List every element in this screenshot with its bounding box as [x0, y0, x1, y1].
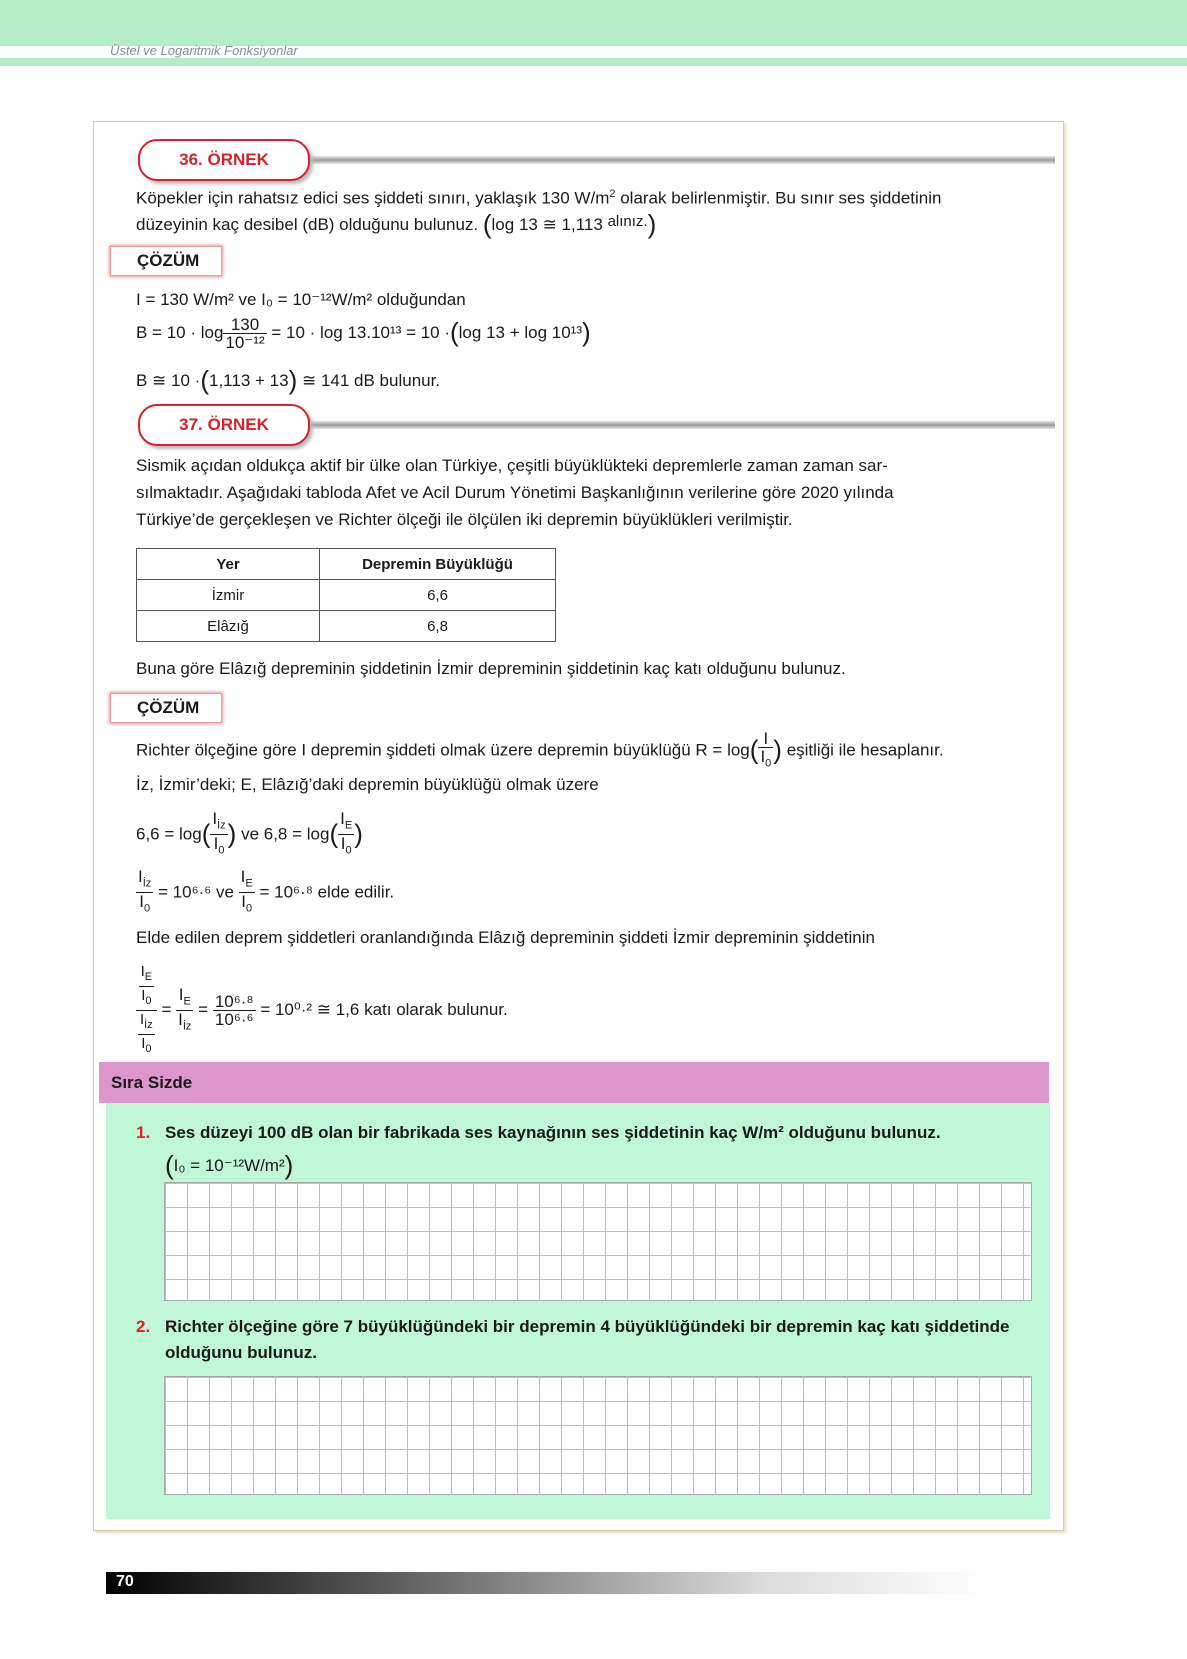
- header-rule: [0, 58, 1187, 66]
- table-row: [137, 611, 556, 642]
- solution-37-label: ÇÖZÜM: [110, 693, 222, 723]
- solution-37-eq2: $\frac{I_{İz}}{I_0}$ = 10⁶·⁶ ve $\frac{I_E}{I_0}$ = 10⁶·⁸ elde edilir.: [138, 867, 395, 915]
- answer-grid-2[interactable]: [164, 1376, 1032, 1495]
- example-36-label: 36. ÖRNEK: [138, 139, 310, 181]
- example-rule: [300, 156, 1055, 164]
- table-cell: 6,8: [320, 611, 556, 642]
- solution-36-line3: B ≅ 10 ·(1,113 + 13) ≅ 141 dB bulunur.: [136, 365, 441, 395]
- table-header-cell: Depremin Büyüklüğü: [320, 549, 556, 580]
- solution-37-eq3: $\frac{\frac{I_E}{I_0}}{\frac{I_{İz}}{I_0}}$ = $\frac{I_E}{I_{İz}}$ = $\frac{\text{10⁶·⁸}}{\text{10⁶·⁶}}$ = 10⁰·² ≅ 1,6 katı olarak bulunur.: [136, 963, 508, 1058]
- answer-grid-1[interactable]: [164, 1182, 1032, 1301]
- example-rule: [300, 421, 1055, 429]
- top-banner: [0, 0, 1187, 46]
- solution-37-eq1: 6,6 = log( $\frac{I_{İz}}{I_0}$ ) ve 6,8 = log( $\frac{I_E}{I_0}$ ): [136, 809, 363, 857]
- solution-37-line1: Richter ölçeğine göre I depremin şiddeti olmak üzere depremin büyüklüğü R = log( $\frac{I}{I_0}$ ) eşitliği ile hesaplanır.: [136, 729, 944, 770]
- question-1-text: Ses düzeyi 100 dB olan bir fabrikada ses kaynağının ses şiddetinin kaç W/m² olduğunu bulunuz.: [165, 1123, 941, 1142]
- table-row: [137, 580, 556, 611]
- example-37-label: 37. ÖRNEK: [138, 404, 310, 446]
- example-36-text-line2: düzeyinin kaç desibel (dB) olduğunu bulunuz. (log 13 ≅ 1,113 alınız.): [136, 209, 657, 239]
- solution-36-line1: I = 130 W/m² ve I₀ = 10⁻¹²W/m² olduğundan: [136, 290, 466, 309]
- question-1-hint: (I₀ = 10⁻¹²W/m²): [165, 1150, 294, 1180]
- running-header: Üstel ve Logaritmik Fonksiyonlar: [110, 43, 298, 58]
- solution-36-line2: B = 10 · log $\frac{130}{\text{10⁻¹²}}$ = 10 · log 13.10¹³ = 10 ·(log 13 + log 10¹³): [136, 315, 591, 352]
- table-header-row: [137, 549, 556, 580]
- page-number-bar: [106, 1572, 986, 1594]
- example-37-question: Buna göre Elâzığ depreminin şiddetinin İzmir depreminin şiddetinin kaç katı olduğunu bulunuz.: [136, 659, 846, 678]
- table-header-cell: Yer: [137, 549, 320, 580]
- table-cell: 6,6: [320, 580, 556, 611]
- earthquake-table: [136, 548, 556, 642]
- question-2-text-line1: Richter ölçeğine göre 7 büyüklüğündeki bir depremin 4 büyüklüğündeki bir depremin kaç katı şiddetinde: [165, 1317, 1010, 1336]
- solution-37-line3: Elde edilen deprem şiddetleri oranlandığında Elâzığ depreminin şiddeti İzmir depreminin şiddetinin: [136, 928, 875, 947]
- example-37-text-line3: Türkiye’de gerçekleşen ve Richter ölçeği ile ölçülen iki depremin büyüklükleri verilmiştir.: [136, 510, 793, 529]
- example-37-text-line1: Sismik açıdan oldukça aktif bir ülke olan Türkiye, çeşitli büyüklükteki depremlerle zaman zaman sar-: [136, 456, 888, 475]
- practice-header: Sıra Sizde: [99, 1062, 1049, 1103]
- page-number: 70: [116, 1573, 134, 1590]
- example-36-text-line1: Köpekler için rahatsız edici ses şiddeti sınırı, yaklaşık 130 $W/m^2$ olarak belirlenmiştir. Bu sınır ses şiddetinin: [136, 188, 942, 208]
- solution-36-label: ÇÖZÜM: [110, 246, 222, 276]
- question-2-number: 2.: [136, 1317, 151, 1336]
- solution-37-line2: İz, İzmir’deki; E, Elâzığ’daki depremin büyüklüğü olmak üzere: [136, 775, 599, 794]
- question-1-number: 1.: [136, 1123, 151, 1142]
- question-2-text-line2: olduğunu bulunuz.: [165, 1343, 318, 1362]
- example-37-text-line2: sılmaktadır. Aşağıdaki tabloda Afet ve Acil Durum Yönetimi Başkanlığının verilerine göre 2020 yılında: [136, 483, 894, 502]
- table-cell: İzmir: [137, 580, 320, 611]
- table-cell: Elâzığ: [137, 611, 320, 642]
